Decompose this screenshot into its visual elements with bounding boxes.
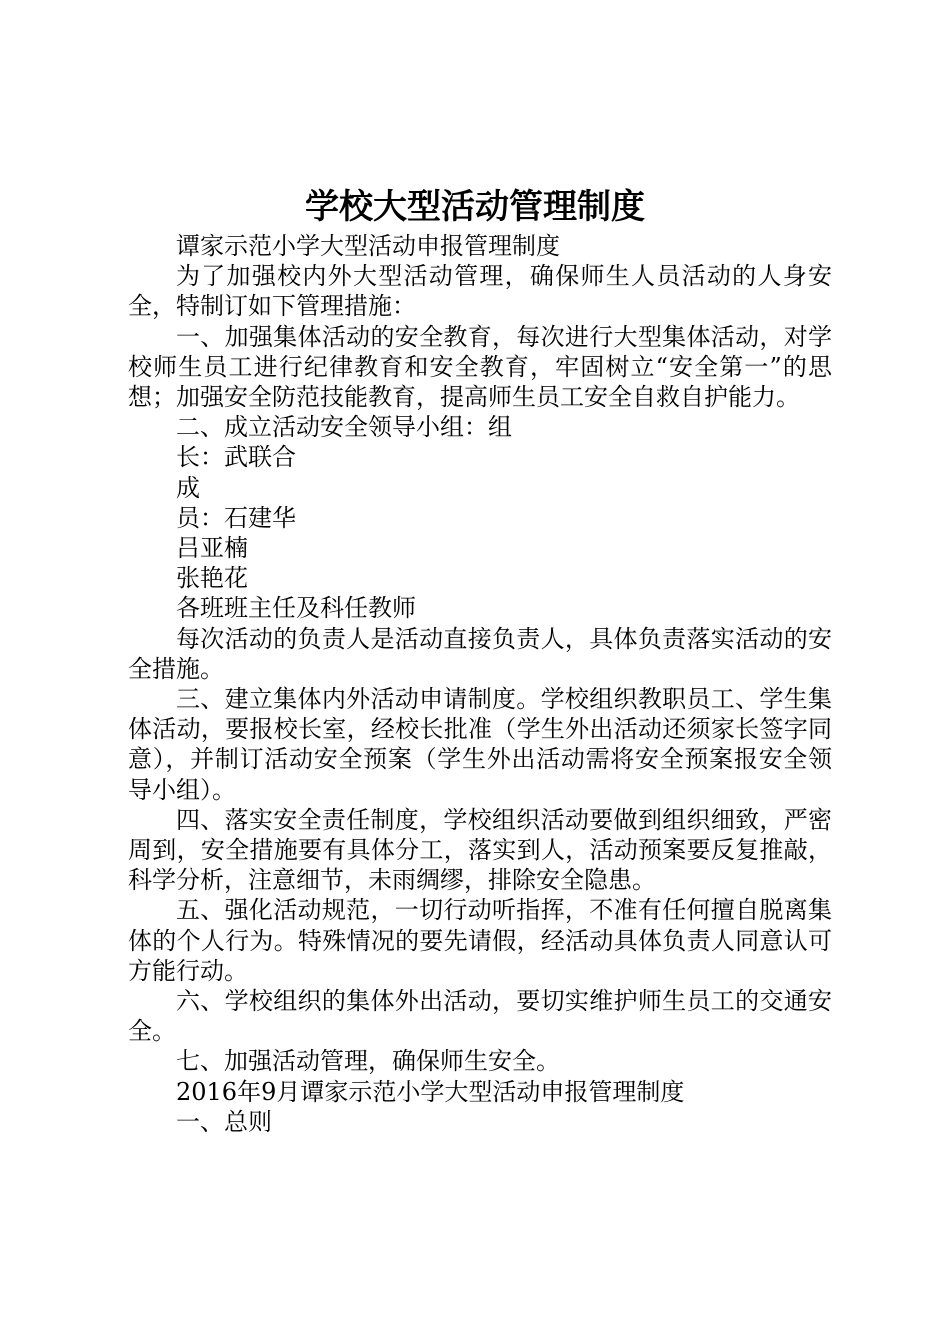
paragraph: 员：石建华 bbox=[176, 503, 296, 532]
document-title: 学校大型活动管理制度 bbox=[305, 187, 645, 227]
paragraph: 每次活动的负责人是活动直接负责人，具体负责落实活动的安全措施。 bbox=[128, 624, 832, 683]
paragraph: 长：武联合 bbox=[176, 443, 296, 472]
paragraph: 三、建立集体内外活动申请制度。学校组织教职员工、学生集体活动，要报校长室，经校长批准（学生外出活动还须家长签字同意），并制订活动安全预案（学生外出活动需将安全预案报安全领导小组）。 bbox=[128, 685, 832, 804]
paragraph: 吕亚楠 bbox=[176, 534, 248, 563]
paragraph: 一、加强集体活动的安全教育，每次进行大型集体活动，对学校师生员工进行纪律教育和安全教育，牢固树立“安全第一”的思想；加强安全防范技能教育，提高师生员工安全自救自护能力。 bbox=[128, 322, 832, 412]
document-body bbox=[128, 231, 832, 1137]
paragraph: 七、加强活动管理，确保师生安全。 bbox=[176, 1047, 560, 1076]
paragraph: 二、成立活动安全领导小组：组 bbox=[176, 413, 512, 442]
paragraph: 四、落实安全责任制度，学校组织活动要做到组织细致，严密周到，安全措施要有具体分工，落实到人，活动预案要反复推敲，科学分析，注意细节，未雨绸缪，排除安全隐患。 bbox=[128, 805, 832, 895]
paragraph: 成 bbox=[176, 473, 200, 502]
paragraph: 为了加强校内外大型活动管理，确保师生人员活动的人身安全，特制订如下管理措施： bbox=[128, 262, 832, 321]
paragraph: 张艳花 bbox=[176, 564, 248, 593]
paragraph: 各班班主任及科任教师 bbox=[176, 594, 416, 623]
paragraph: 一、总则 bbox=[176, 1107, 272, 1136]
paragraph: 2016年9月谭家示范小学大型活动申报管理制度 bbox=[176, 1077, 685, 1106]
paragraph: 谭家示范小学大型活动申报管理制度 bbox=[176, 232, 560, 260]
paragraph: 六、学校组织的集体外出活动，要切实维护师生员工的交通安全。 bbox=[128, 987, 832, 1046]
paragraph: 五、强化活动规范，一切行动听指挥，不准有任何擅自脱离集体的个人行为。特殊情况的要先请假，经活动具体负责人同意认可方能行动。 bbox=[128, 896, 832, 985]
